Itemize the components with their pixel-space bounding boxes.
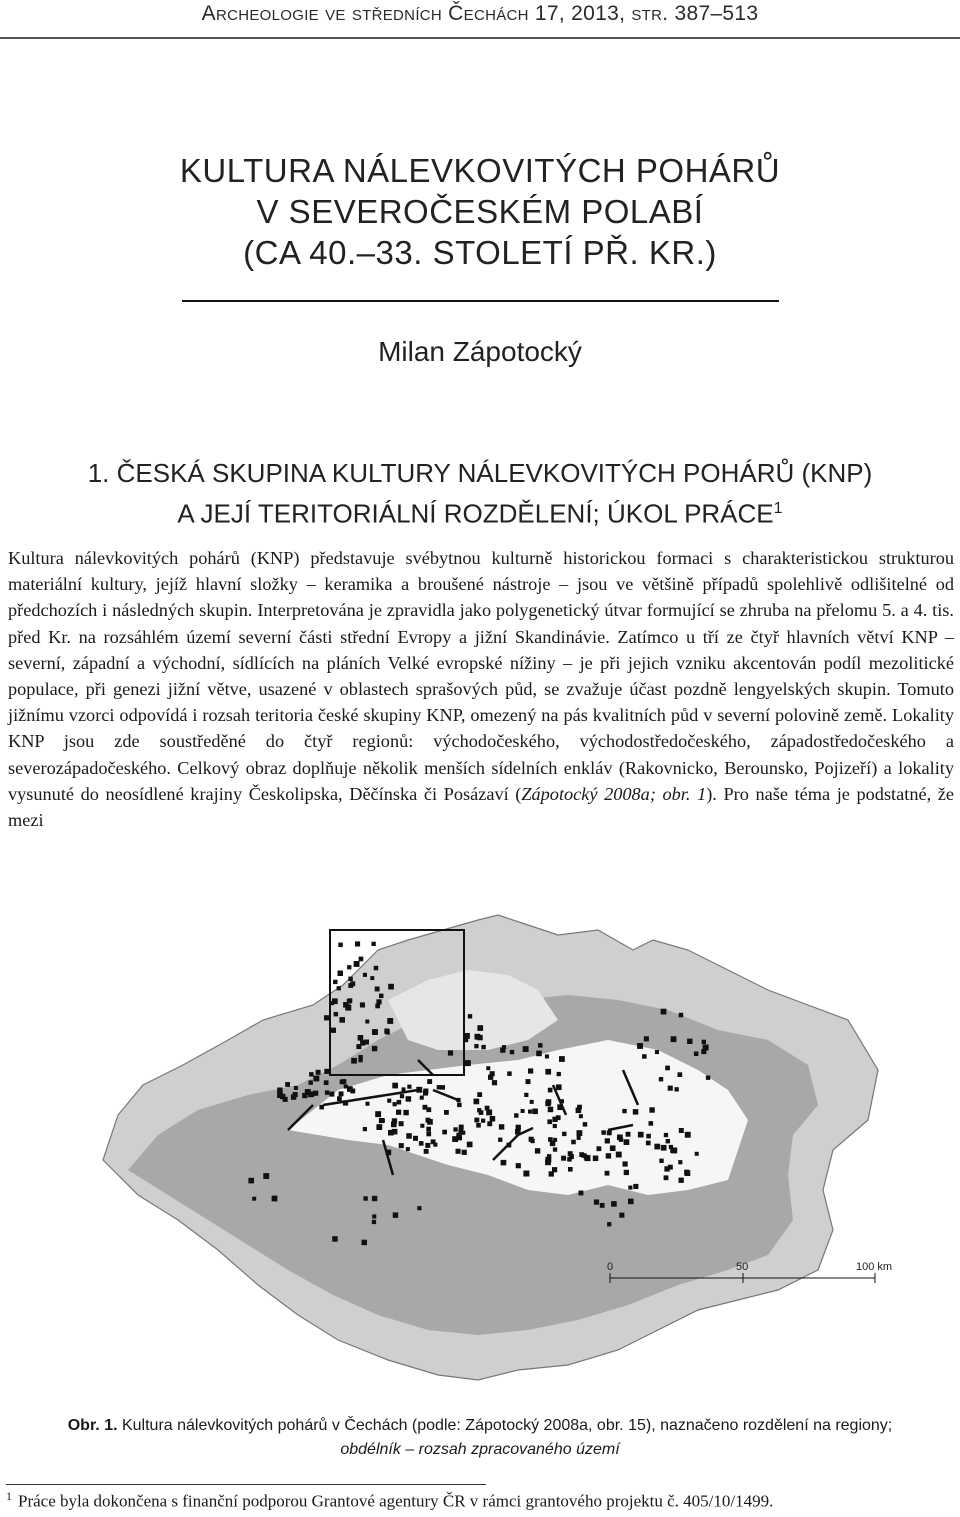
site-marker	[285, 1082, 290, 1087]
site-marker	[342, 1079, 347, 1084]
site-marker	[272, 1196, 278, 1202]
site-marker	[664, 1133, 668, 1137]
site-marker	[393, 1212, 399, 1218]
site-marker	[611, 1201, 617, 1207]
site-marker	[597, 1146, 602, 1151]
site-marker	[664, 1175, 669, 1180]
site-marker	[419, 1141, 424, 1146]
title-line-3: (CA 40.–33. STOLETÍ PŘ. KR.)	[243, 234, 717, 271]
site-marker	[362, 1240, 368, 1246]
site-marker	[638, 1132, 644, 1138]
site-marker	[374, 966, 379, 971]
site-marker	[456, 1149, 461, 1154]
site-marker	[521, 1109, 525, 1113]
site-marker	[633, 1109, 639, 1115]
site-marker	[461, 1131, 465, 1135]
site-marker	[397, 1100, 402, 1105]
site-marker	[649, 1121, 654, 1126]
site-marker	[553, 1138, 557, 1142]
site-marker	[616, 1152, 622, 1158]
site-marker	[338, 971, 344, 977]
site-marker	[417, 1206, 421, 1210]
site-marker	[553, 1147, 557, 1151]
site-marker	[462, 1150, 467, 1155]
site-marker	[385, 1030, 390, 1035]
site-marker	[526, 1079, 531, 1084]
site-marker	[623, 1161, 628, 1166]
site-marker	[363, 1127, 367, 1131]
site-marker	[669, 1145, 673, 1149]
site-marker	[562, 1132, 566, 1136]
site-marker	[386, 1150, 392, 1156]
site-marker	[655, 1050, 659, 1054]
site-marker	[548, 1107, 554, 1113]
site-marker	[426, 1132, 431, 1137]
site-marker	[420, 1096, 424, 1100]
site-marker	[319, 1105, 324, 1110]
site-marker	[664, 1166, 669, 1171]
site-marker	[360, 1040, 365, 1045]
site-marker	[626, 1132, 631, 1137]
site-marker	[420, 1124, 424, 1128]
section-heading	[0, 455, 960, 532]
site-marker	[665, 1066, 670, 1071]
site-marker	[363, 1196, 367, 1200]
site-marker	[675, 1087, 679, 1091]
site-marker	[375, 1111, 381, 1117]
site-marker	[464, 1033, 470, 1039]
site-marker	[248, 1178, 254, 1184]
site-marker	[624, 1139, 630, 1145]
site-marker	[456, 1133, 460, 1137]
site-marker	[659, 1077, 663, 1081]
site-marker	[547, 1119, 552, 1124]
site-marker	[628, 1199, 634, 1205]
site-marker	[388, 984, 394, 990]
site-marker	[498, 1138, 502, 1142]
site-marker	[561, 1156, 566, 1161]
site-marker	[694, 1052, 699, 1057]
site-marker	[400, 1094, 404, 1098]
site-marker	[571, 1140, 576, 1145]
site-marker	[426, 1127, 431, 1132]
scale-tick-0: 0	[607, 1261, 614, 1273]
site-marker	[536, 1051, 542, 1057]
site-marker	[516, 1163, 521, 1168]
site-marker	[338, 943, 343, 948]
footnote-number: 1	[6, 1489, 12, 1503]
site-marker	[507, 1143, 512, 1148]
site-marker	[425, 1143, 430, 1148]
site-marker	[553, 1124, 557, 1128]
site-marker	[535, 1148, 540, 1153]
site-marker	[403, 1110, 408, 1115]
site-marker	[524, 1093, 528, 1097]
site-marker	[291, 1094, 296, 1099]
site-marker	[402, 1087, 406, 1091]
site-marker	[687, 1039, 692, 1044]
site-marker	[579, 1114, 583, 1118]
site-marker	[510, 1050, 514, 1054]
site-marker	[360, 1002, 365, 1007]
site-marker	[560, 1099, 564, 1103]
footnote-mark[interactable]: 1	[773, 500, 783, 517]
scale-tick-50: 50	[736, 1261, 749, 1273]
site-marker	[366, 1102, 370, 1106]
site-marker	[523, 1171, 529, 1177]
site-marker	[468, 1014, 472, 1018]
site-marker	[515, 1129, 521, 1135]
site-marker	[633, 1184, 638, 1189]
site-marker	[557, 1072, 561, 1076]
site-marker	[476, 1123, 481, 1128]
site-marker	[437, 1085, 441, 1089]
title-line-2: V SEVEROČESKÉM POLABÍ	[256, 193, 704, 230]
site-marker	[481, 1045, 485, 1049]
caption-line-1: Obr. 1. Kultura nálevkovitých pohárů v Čechách (podle: Zápotocký 2008a, obr. 15), naznačeno rozdělení na regiony;	[67, 1417, 893, 1434]
site-marker	[283, 1097, 288, 1102]
site-marker	[487, 1121, 492, 1126]
site-marker	[333, 980, 337, 984]
site-marker	[583, 1122, 588, 1127]
figure-caption	[0, 1414, 960, 1462]
site-marker	[331, 1028, 336, 1033]
site-marker	[393, 1102, 397, 1106]
site-marker	[387, 1018, 393, 1024]
site-marker	[406, 1096, 412, 1102]
site-marker	[309, 1080, 313, 1084]
site-marker	[396, 1110, 401, 1115]
site-marker	[486, 1110, 492, 1116]
site-marker	[666, 1139, 670, 1143]
site-marker	[545, 1159, 551, 1165]
site-marker	[387, 1099, 391, 1103]
site-marker	[252, 1197, 256, 1201]
section-heading-line-2: A JEJÍ TERITORIÁLNÍ ROZDĚLENÍ; ÚKOL PRÁCE$^1$	[177, 498, 783, 529]
site-marker	[358, 1035, 364, 1041]
site-marker	[585, 1155, 591, 1161]
site-marker	[359, 957, 364, 962]
site-marker	[488, 1075, 493, 1080]
site-marker	[372, 1214, 376, 1218]
site-marker	[661, 1145, 667, 1151]
site-marker	[329, 1092, 334, 1097]
site-marker	[668, 1086, 673, 1091]
site-marker	[531, 1139, 535, 1143]
site-marker	[507, 1071, 512, 1076]
site-marker	[545, 1069, 551, 1075]
site-marker	[379, 994, 384, 999]
site-marker	[671, 1036, 677, 1042]
site-marker	[606, 1153, 611, 1158]
site-marker	[605, 1171, 610, 1176]
site-marker	[313, 1076, 319, 1082]
site-marker	[547, 1154, 551, 1158]
site-marker	[499, 1124, 504, 1129]
site-marker	[431, 1139, 436, 1144]
site-marker	[501, 1160, 507, 1166]
site-marker	[426, 1118, 431, 1123]
site-marker	[577, 1130, 583, 1136]
site-marker	[659, 1159, 663, 1163]
site-marker	[416, 1087, 422, 1093]
caption-label: Obr. 1.	[67, 1417, 118, 1434]
site-marker	[392, 1083, 398, 1089]
site-marker	[277, 1088, 282, 1093]
site-marker	[379, 1118, 384, 1123]
site-marker	[376, 1124, 382, 1130]
site-marker	[477, 1025, 483, 1031]
site-marker	[552, 1117, 557, 1122]
site-marker	[486, 1066, 490, 1070]
figure-map	[88, 890, 893, 1400]
site-marker	[332, 998, 338, 1004]
site-marker	[556, 1084, 562, 1090]
site-marker	[607, 1130, 612, 1135]
site-marker	[348, 977, 352, 981]
site-marker	[365, 1020, 369, 1024]
site-marker	[347, 965, 351, 969]
site-marker	[695, 1152, 699, 1156]
site-marker	[576, 1108, 582, 1114]
footnote-rule	[6, 1484, 486, 1485]
site-marker	[679, 1128, 684, 1133]
site-marker	[594, 1200, 599, 1205]
site-marker	[354, 961, 360, 967]
site-marker	[399, 1121, 404, 1126]
site-marker	[568, 1167, 573, 1172]
site-marker	[646, 1134, 651, 1139]
site-marker	[294, 1086, 298, 1090]
site-marker	[685, 1132, 691, 1138]
site-marker	[646, 1141, 651, 1146]
site-marker	[644, 1036, 649, 1041]
site-marker	[661, 1009, 667, 1015]
site-marker	[465, 1060, 471, 1066]
title-line-1: KULTURA NÁLEVKOVITÝCH POHÁRŮ	[179, 152, 781, 189]
site-marker	[610, 1145, 616, 1151]
site-marker	[477, 1035, 482, 1040]
site-marker	[538, 1043, 543, 1048]
site-marker	[546, 1099, 551, 1104]
header-rule	[0, 37, 960, 39]
site-marker	[324, 1080, 329, 1085]
site-marker	[619, 1213, 624, 1218]
site-marker	[309, 1072, 314, 1077]
site-marker	[679, 1013, 684, 1018]
site-marker	[528, 1068, 533, 1073]
site-marker	[457, 1103, 462, 1108]
site-marker	[334, 1012, 339, 1017]
running-head: Archeologie ve středních Čechách 17, 2013, str. 387–513	[201, 2, 759, 25]
site-marker	[424, 1149, 429, 1154]
site-marker	[442, 1130, 447, 1135]
site-marker	[399, 1143, 404, 1148]
site-marker	[706, 1076, 710, 1080]
site-marker	[607, 1222, 611, 1226]
site-marker	[325, 1090, 329, 1094]
site-marker	[370, 976, 374, 980]
scale-tick-100: 100 km	[856, 1261, 893, 1273]
site-marker	[339, 1091, 344, 1096]
site-marker	[324, 1015, 329, 1020]
site-marker	[413, 1136, 418, 1141]
site-marker	[685, 1170, 691, 1176]
section-heading-line-1: 1. ČESKÁ SKUPINA KULTURY NÁLEVKOVITÝCH POHÁRŮ (KNP)	[87, 458, 873, 488]
site-marker	[552, 1167, 557, 1172]
site-marker	[628, 1186, 632, 1190]
site-marker	[600, 1203, 605, 1208]
site-marker	[523, 1046, 529, 1052]
site-marker	[545, 1054, 549, 1058]
site-marker	[358, 1058, 362, 1062]
site-marker	[474, 1118, 479, 1123]
footnote: $^1$ Práce byla dokončena s finanční podporou Grantové agentury ČR v rámci grantového projektu č. 405/10/1499.	[6, 1489, 774, 1511]
site-marker	[347, 999, 352, 1004]
site-marker	[548, 1088, 553, 1093]
site-marker	[351, 1058, 357, 1064]
site-marker	[477, 1092, 482, 1097]
site-marker	[337, 1096, 342, 1101]
site-marker	[456, 1098, 460, 1102]
article-title	[0, 150, 960, 273]
site-marker	[559, 1056, 565, 1062]
site-marker	[490, 1116, 496, 1122]
site-marker	[324, 1069, 329, 1074]
site-marker	[316, 1070, 321, 1075]
site-marker	[701, 1049, 706, 1054]
body-paragraph: Kultura nálevkovitých pohárů (KNP) představuje svébytnou kulturně historickou formaci s charakteristickou strukturou materiální kultury, jejíž hlavní složky – keramika a broušené nástroje – jsou ve většině případů spolehlivě odlišitelné od předchozích i následných skupin. Interpretována je zpravidla jako polygenetický útvar formující se zhruba na přelomu 5. a 4. tis. před Kr. na rozsáhlém území severní části střední Evropy a jižní Skandinávie. Zatímco u tří ze čtyř hlavních větví KNP – severní, západní a východní, sídlících na pláních Velké evropské nížiny – je při jejich vzniku akcentován podíl mezolitické populace, při genezi jižní větve, usazené v oblastech sprašových půd, se zvažuje účast pozdně lengyelských skupin. Tomuto jižnímu vzorci odpovídá i rozsah teritoria české skupiny KNP, omezený na pás kvalitních půd v severní polovině země. Lokality KNP jsou zde soustředěné do čtyř regionů: východočeského, východostředočeského, západostředočeského a severozápadočeského. Celkový obraz doplňuje několik menších sídelních enkláv (Rakovnicko, Berounsko, Pojizeří) a lokality vysunuté do neosídlené krajiny Českolipska, Děčínska či Posázaví (Zápotocký 2008a; obr. 1). Pro naše téma je podstatné, že mezi	[8, 548, 954, 831]
site-marker	[679, 1178, 684, 1183]
title-rule	[182, 300, 779, 302]
site-marker	[406, 1147, 410, 1151]
site-marker	[407, 1085, 411, 1089]
site-marker	[514, 1113, 518, 1117]
site-marker	[622, 1109, 626, 1113]
site-marker	[444, 1110, 449, 1115]
site-marker	[452, 1136, 458, 1142]
site-marker	[474, 1099, 480, 1105]
site-marker	[492, 1080, 497, 1085]
site-marker	[344, 1084, 348, 1088]
site-marker	[448, 1050, 453, 1055]
site-marker	[372, 1046, 377, 1051]
site-marker	[453, 1127, 457, 1131]
site-marker	[619, 1138, 623, 1142]
author-name: Milan Zápotocký	[378, 336, 582, 367]
site-marker	[477, 1108, 481, 1112]
site-marker	[372, 1220, 376, 1224]
site-marker	[557, 1104, 563, 1110]
site-marker	[474, 1044, 478, 1048]
caption-line-2: obdélník – rozsah zpracovaného území	[340, 1441, 620, 1458]
site-marker	[649, 1107, 654, 1112]
site-marker	[313, 1091, 318, 1096]
site-marker	[467, 1142, 473, 1148]
site-marker	[500, 1048, 505, 1053]
site-marker	[348, 1087, 352, 1091]
bohemia-map	[88, 890, 893, 1400]
site-marker	[372, 942, 376, 946]
site-marker	[337, 986, 341, 990]
site-marker	[532, 1109, 538, 1115]
site-marker	[375, 987, 380, 992]
site-marker	[406, 1133, 412, 1139]
site-marker	[263, 1173, 269, 1179]
site-marker	[601, 1130, 606, 1135]
site-marker	[605, 1138, 610, 1143]
site-marker	[348, 983, 353, 988]
site-marker	[593, 1156, 599, 1162]
site-marker	[654, 1144, 660, 1150]
site-marker	[423, 1089, 428, 1094]
site-marker	[391, 1122, 397, 1128]
site-marker	[702, 1040, 706, 1044]
site-marker	[332, 1236, 338, 1242]
site-marker	[339, 1017, 345, 1023]
site-marker	[343, 1100, 348, 1105]
site-marker	[642, 1054, 647, 1059]
site-marker	[548, 1137, 553, 1142]
site-marker	[624, 1170, 629, 1175]
site-marker	[355, 941, 360, 946]
site-marker	[637, 1043, 643, 1049]
site-marker	[528, 1110, 532, 1114]
site-marker	[577, 1136, 581, 1140]
site-marker	[376, 999, 381, 1004]
site-marker	[426, 1107, 431, 1112]
site-marker	[363, 973, 367, 977]
site-marker	[372, 1029, 378, 1035]
site-marker	[579, 1191, 584, 1196]
site-marker	[459, 1125, 464, 1130]
site-marker	[427, 1079, 432, 1084]
site-marker	[481, 1119, 485, 1123]
site-marker	[372, 1196, 377, 1201]
site-marker	[567, 1157, 572, 1162]
citation: Zápotocký 2008a; obr. 1	[521, 783, 707, 804]
site-marker	[530, 1100, 534, 1104]
site-marker	[678, 1072, 683, 1077]
site-marker	[302, 1093, 307, 1098]
site-marker	[388, 1130, 394, 1136]
site-marker	[678, 1160, 682, 1164]
